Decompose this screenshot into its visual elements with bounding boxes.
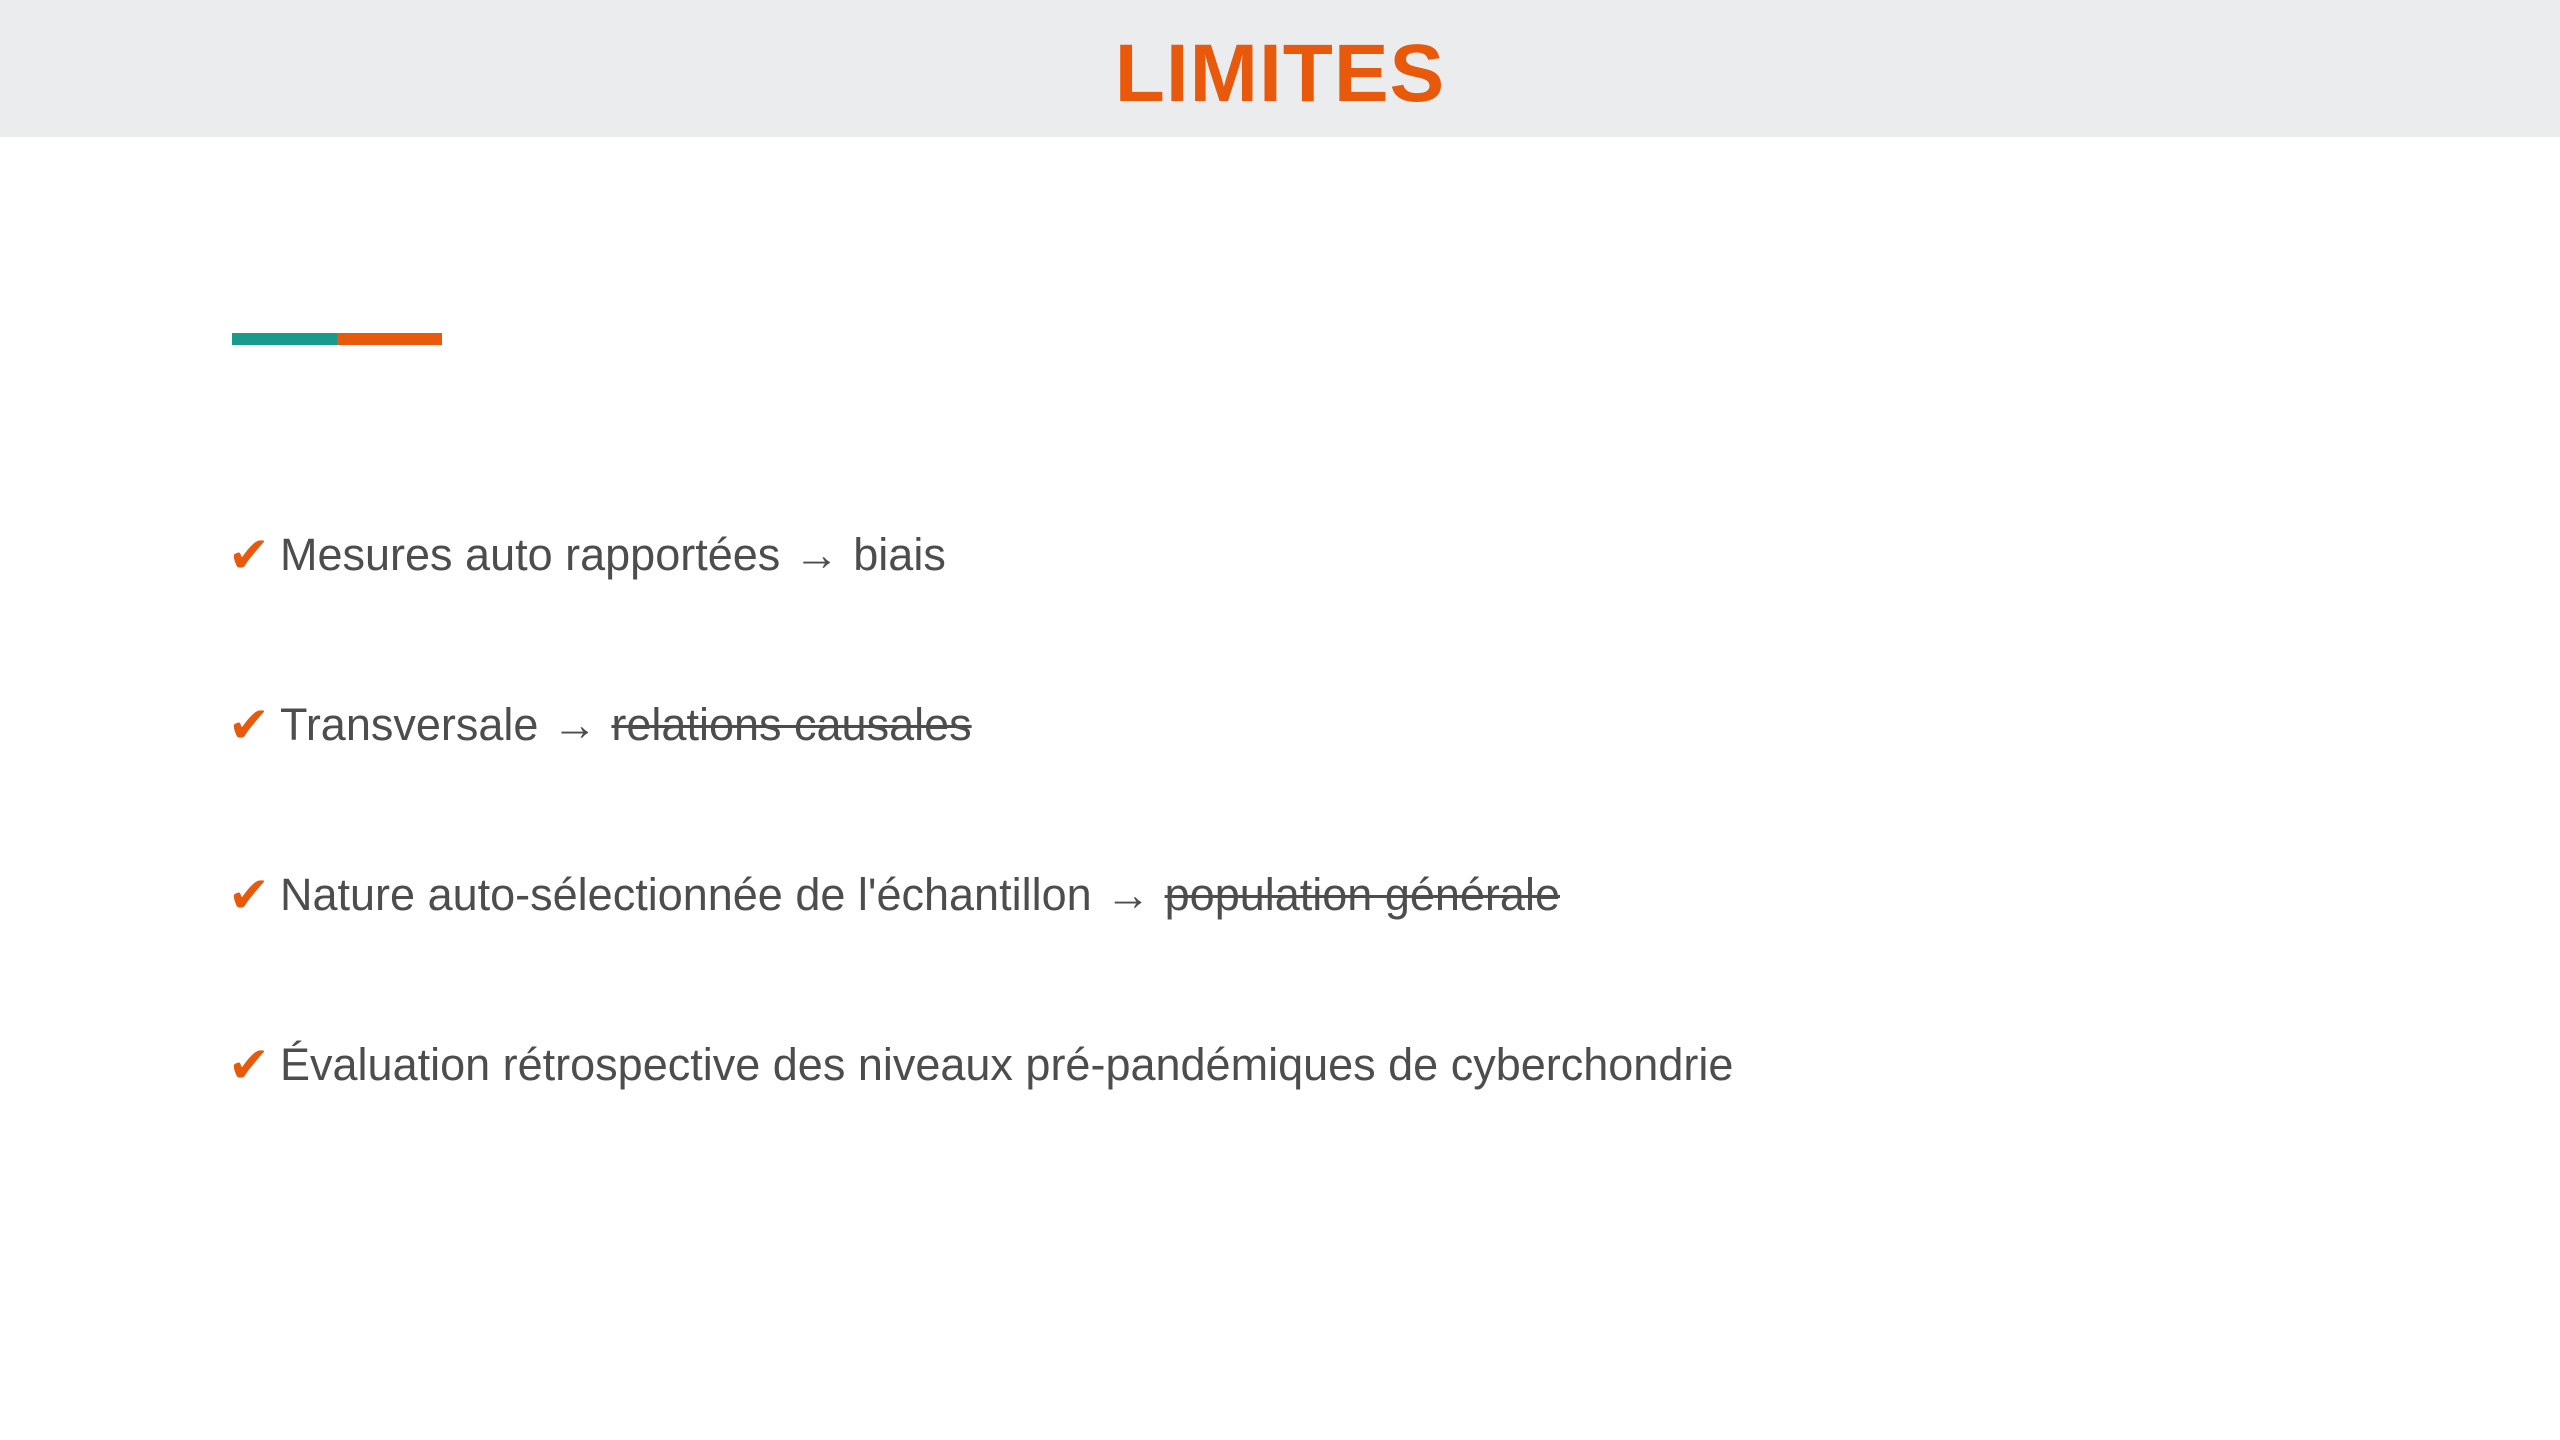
accent-bar-orange (337, 333, 442, 345)
check-icon: ✔ (228, 1037, 270, 1093)
bullet-text: Nature auto-sélectionnée de l'échantillon (280, 869, 1092, 920)
list-item (228, 470, 1733, 640)
bullet-target: biais (853, 529, 946, 580)
arrow-icon: → (552, 699, 598, 750)
list-item (228, 980, 1733, 1150)
bullet-text: Transversale (280, 699, 539, 750)
bullet-text: Évaluation rétrospective des niveaux pré-pandémiques de cyberchondrie (280, 1039, 1734, 1090)
accent-bar (232, 333, 442, 345)
bullet-target-struck: population générale (1164, 869, 1560, 920)
accent-bar-teal (232, 333, 337, 345)
arrow-icon: → (794, 529, 840, 580)
check-icon: ✔ (228, 527, 270, 583)
list-item (228, 810, 1733, 980)
bullet-text: Mesures auto rapportées (280, 529, 781, 580)
check-icon: ✔ (228, 867, 270, 923)
limitations-list (228, 470, 1733, 1150)
arrow-icon: → (1105, 869, 1151, 920)
bullet-target-struck: relations causales (611, 699, 972, 750)
slide-title: LIMITES (1114, 28, 1446, 119)
list-item (228, 640, 1733, 810)
check-icon: ✔ (228, 697, 270, 753)
